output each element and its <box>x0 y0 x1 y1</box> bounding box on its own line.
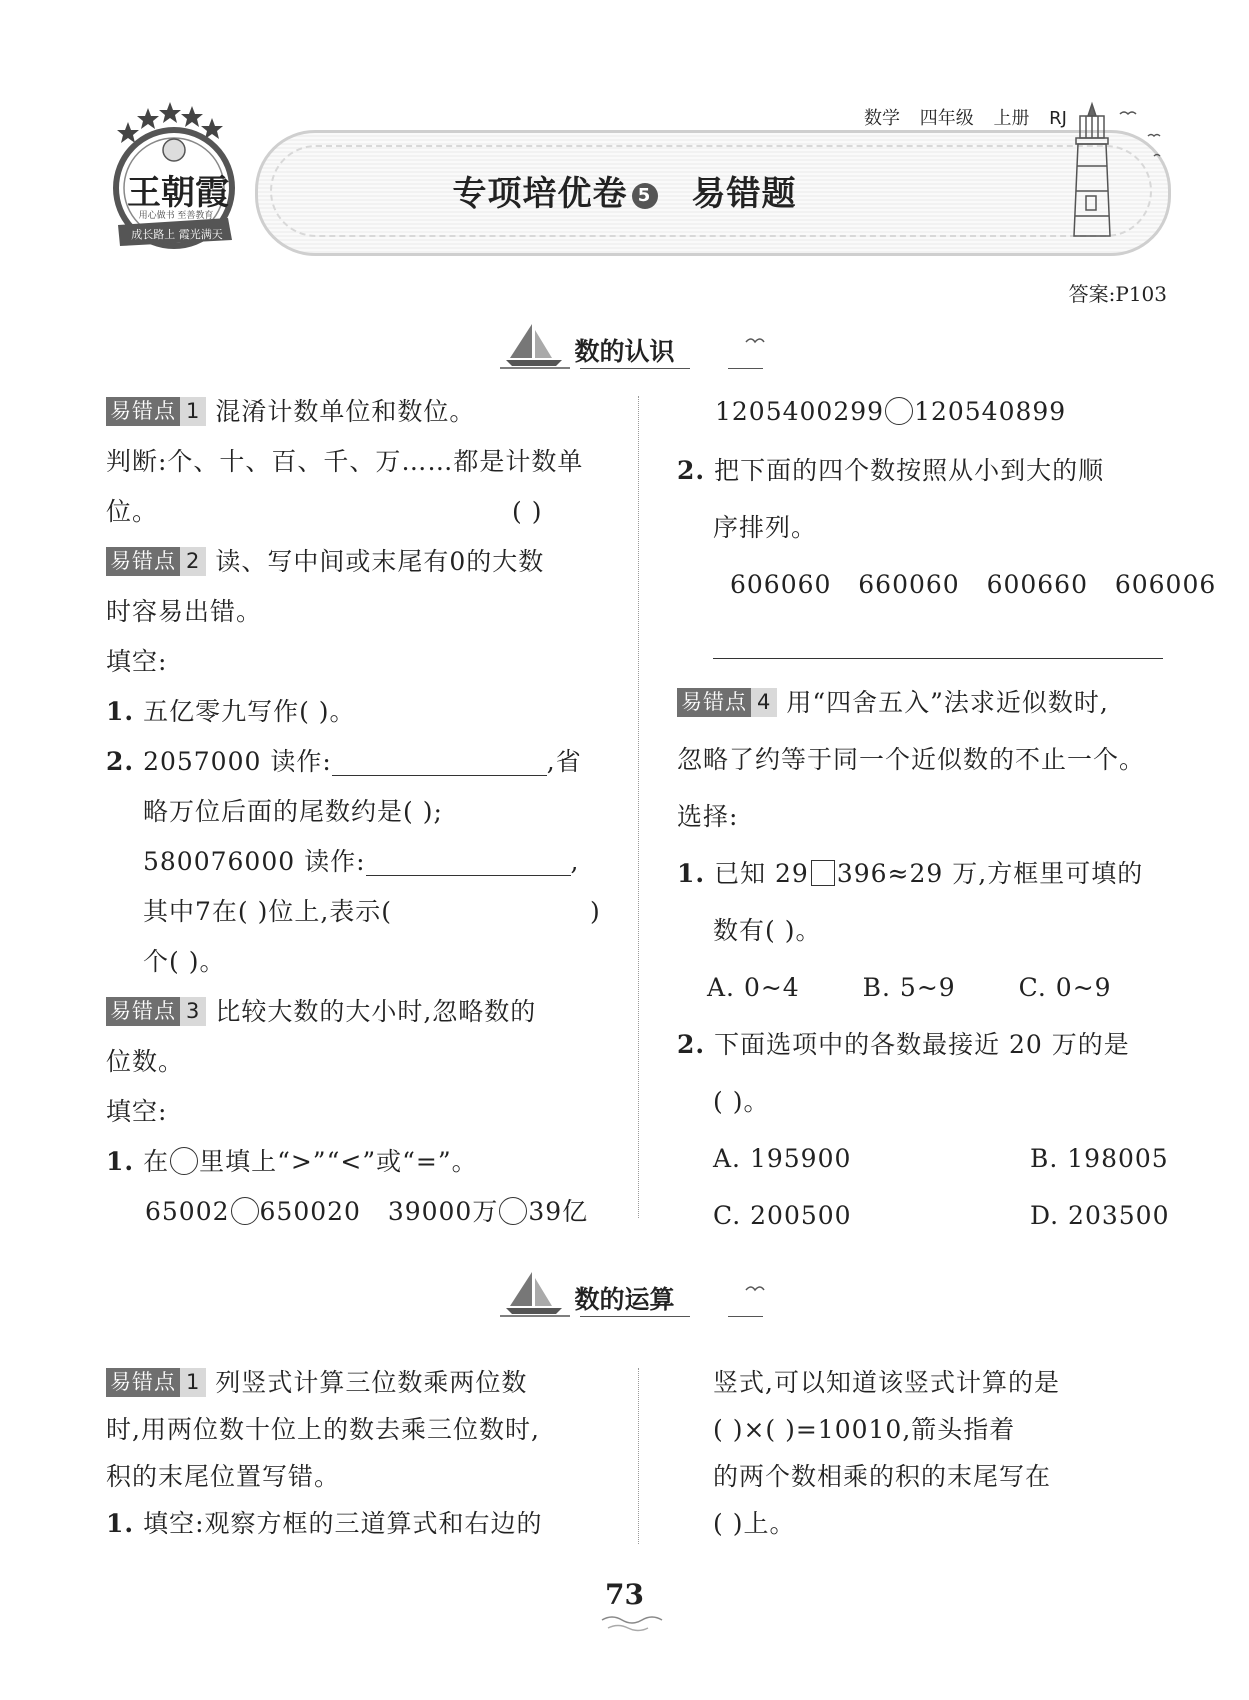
section-title: 数的运算 <box>574 1285 675 1314</box>
question-2-cont: 580076000 读作: , <box>143 847 580 876</box>
choice-question-1-cont: 数有( )。 <box>713 916 822 945</box>
compare-circle[interactable] <box>170 1147 198 1175</box>
section-underline-tail <box>728 368 763 369</box>
compare-circle[interactable] <box>885 397 913 425</box>
header-meta: 数学 四年级 上册 RJ <box>864 108 1067 129</box>
section-header-1 <box>0 318 1249 378</box>
tip-label: 易错点 2 <box>106 547 206 576</box>
logo-ribbon-text: 成长路上 霞光满天 <box>131 228 223 241</box>
bird-icon <box>744 1282 766 1296</box>
tip-text: 混淆计数单位和数位。 <box>215 397 476 426</box>
question-2-cont: 其中7在( )位上,表示( <box>143 897 393 926</box>
tip-text-cont: 积的末尾位置写错。 <box>106 1462 341 1491</box>
choice-question-2-cont: ( )。 <box>713 1087 770 1116</box>
choice-question-2: 2. 下面选项中的各数最接近 20 万的是 <box>677 1030 1130 1059</box>
page-title <box>0 166 1249 215</box>
column-divider <box>638 1368 639 1544</box>
title-number-badge: 5 <box>632 183 658 209</box>
compare-circle[interactable] <box>499 1197 527 1225</box>
option-a[interactable]: A. 0~4 <box>707 973 800 1002</box>
choice-options <box>707 963 1112 1013</box>
tip-text: 读、写中间或末尾有0的大数 <box>215 547 545 576</box>
question-2: 2. 2057000 读作: ,省 <box>106 747 582 776</box>
option-b[interactable]: B. 5~9 <box>862 973 956 1002</box>
question-2: 2. 把下面的四个数按照从小到大的顺 <box>677 456 1105 485</box>
choose-heading: 选择: <box>677 802 739 831</box>
question-2-cont: 略万位后面的尾数约是( ); <box>143 797 443 826</box>
title-text: 专项培优卷 <box>452 174 628 214</box>
question-1-cont: 的两个数相乘的积的末尾写在 <box>713 1462 1052 1491</box>
compare-row: 65002 650020 39000万 39亿 <box>145 1197 589 1226</box>
question-1-cont: ( )×( )=10010,箭头指着 <box>713 1415 1016 1444</box>
answer-line <box>713 658 1163 659</box>
tip-text-cont: 时,用两位数十位上的数去乘三位数时, <box>106 1415 540 1444</box>
answer-line <box>332 747 547 776</box>
column-divider <box>638 396 639 1218</box>
question-1-cont: 竖式,可以知道该竖式计算的是 <box>713 1368 1060 1397</box>
tip-4 <box>677 678 1109 728</box>
digit-box[interactable] <box>811 860 835 886</box>
tip-text: 用“四舍五入”法求近似数时, <box>786 688 1109 717</box>
wave-ornament-icon <box>598 1612 668 1634</box>
tip-1 <box>106 387 475 437</box>
answer-reference: 答案:P103 <box>1068 282 1167 306</box>
section-underline-tail <box>728 1316 763 1317</box>
tip-label: 易错点 3 <box>106 997 206 1026</box>
question-text: 判断:个、十、百、千、万……都是计数单 <box>106 447 584 476</box>
tip-text: 列竖式计算三位数乘两位数 <box>215 1368 528 1397</box>
number-list: 606060 660060 600660 606006 <box>730 570 1217 599</box>
option-a[interactable]: A. 195900 <box>713 1144 852 1173</box>
answer-line <box>366 847 571 876</box>
question-1: 1. 填空:观察方框的三道算式和右边的 <box>106 1509 543 1538</box>
choice-question-1: 1. 已知 29 396≈29 万,方框里可填的 <box>677 859 1144 888</box>
option-c[interactable]: C. 200500 <box>713 1201 852 1230</box>
page-number: 73 <box>605 1578 644 1611</box>
section-header-2 <box>0 1266 1249 1326</box>
option-b[interactable]: B. 198005 <box>1030 1144 1169 1173</box>
tip-3 <box>106 987 536 1037</box>
tip-text: 比较大数的大小时,忽略数的 <box>215 997 537 1026</box>
option-d[interactable]: D. 203500 <box>1030 1201 1170 1230</box>
fill-heading: 填空: <box>106 1097 168 1126</box>
section-underline <box>580 368 690 369</box>
section-title: 数的认识 <box>574 337 675 366</box>
title-topic: 易错题 <box>691 174 797 214</box>
tip-2 <box>106 537 544 587</box>
tip-label: 易错点 4 <box>677 688 777 717</box>
compare-circle[interactable] <box>231 1197 259 1225</box>
tip-text-cont: 位数。 <box>106 1047 185 1076</box>
question-1-cont: ( )上。 <box>713 1509 796 1538</box>
question-2-cont: 个( )。 <box>143 947 226 976</box>
question-2-cont: 序排列。 <box>713 513 818 542</box>
logo-name: 王朝霞 <box>127 173 229 213</box>
tip-label: 易错点 1 <box>106 397 206 426</box>
tip-1 <box>106 1358 527 1408</box>
question-2-cont: ) <box>590 897 601 926</box>
fill-heading: 填空: <box>106 647 168 676</box>
tip-text-cont: 时容易出错。 <box>106 597 263 626</box>
tip-text-cont: 忽略了约等于同一个近似数的不止一个。 <box>677 745 1146 774</box>
question-1: 1. 五亿零九写作( )。 <box>106 697 356 726</box>
question-text: 位。 <box>106 497 159 526</box>
section-underline <box>580 1316 690 1317</box>
tip-label: 易错点 1 <box>106 1368 206 1397</box>
option-c[interactable]: C. 0~9 <box>1018 973 1112 1002</box>
bird-icon <box>744 334 766 348</box>
question-3: 1. 在 里填上“>”“<”或“=”。 <box>106 1147 478 1176</box>
logo-slogan: 用心做书 至善教育 <box>138 211 214 221</box>
compare-row: 1205400299 120540899 <box>715 397 1067 426</box>
answer-paren: ( ) <box>512 497 543 526</box>
